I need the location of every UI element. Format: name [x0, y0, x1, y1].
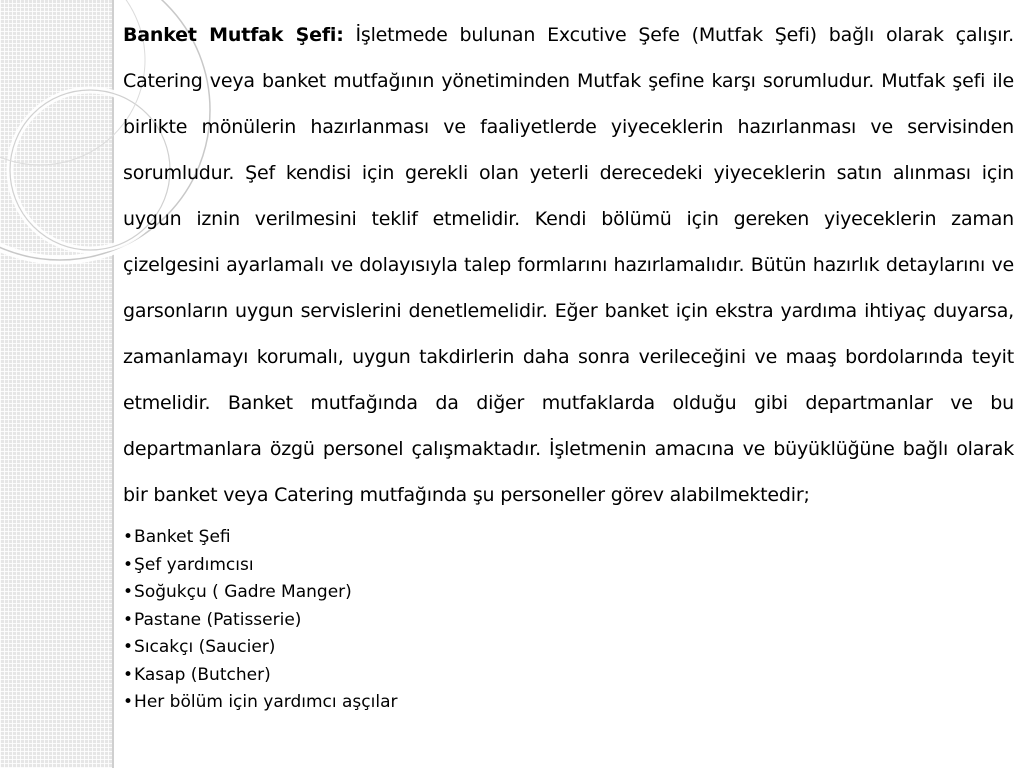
main-paragraph — [123, 12, 1014, 518]
list-item: • Banket Şefi — [123, 524, 1014, 552]
left-band-divider — [112, 0, 114, 768]
paragraph-body: İşletmede bulunan Excutive Şefe (Mutfak Şefi) bağlı olarak çalışır. Catering veya banket mutfağının yönetiminden Mutfak şefine karşı sorumludur. Mutfak şefi ile birlikte mönülerin hazırlanması ve faaliyetlerde yiyeceklerin hazırlanması ve servisinden sorumludur. Şef kendisi için gerekli olan yeterli derecedeki yiyeceklerin satın alınması için uygun iznin verilmesini teklif etmelidir. Kendi bölümü için gereken yiyeceklerin zaman çizelgesini ayarlamalı ve dolayısıyla talep formlarını hazırlamalıdır. Bütün hazırlık detaylarını ve garsonların uygun servislerini denetlemelidir. Eğer banket için ekstra yardıma ihtiyaç duyarsa, zamanlamayı korumalı, uygun takdirlerin daha sonra verileceğini ve maaş bordolarında teyit etmelidir. Banket mutfağında da diğer mutfaklarda olduğu gibi departmanlar ve bu departmanlara özgü personel çalışmaktadır. İşletmenin amacına ve büyüklüğüne bağlı olarak bir banket veya Catering mutfağında şu personeller görev alabilmektedir; — [123, 24, 1014, 506]
list-item: • Her bölüm için yardımcı aşçılar — [123, 689, 1014, 717]
list-item: • Kasap (Butcher) — [123, 662, 1014, 690]
personnel-list — [123, 524, 1014, 717]
content-area — [123, 12, 1014, 717]
list-item: • Şef yardımcısı — [123, 552, 1014, 580]
paragraph-lead: Banket Mutfak Şefi: — [123, 24, 344, 46]
list-item: • Pastane (Patisserie) — [123, 607, 1014, 635]
list-item: • Soğukçu ( Gadre Manger) — [123, 579, 1014, 607]
left-pattern-band — [0, 0, 112, 768]
list-item: • Sıcakçı (Saucier) — [123, 634, 1014, 662]
